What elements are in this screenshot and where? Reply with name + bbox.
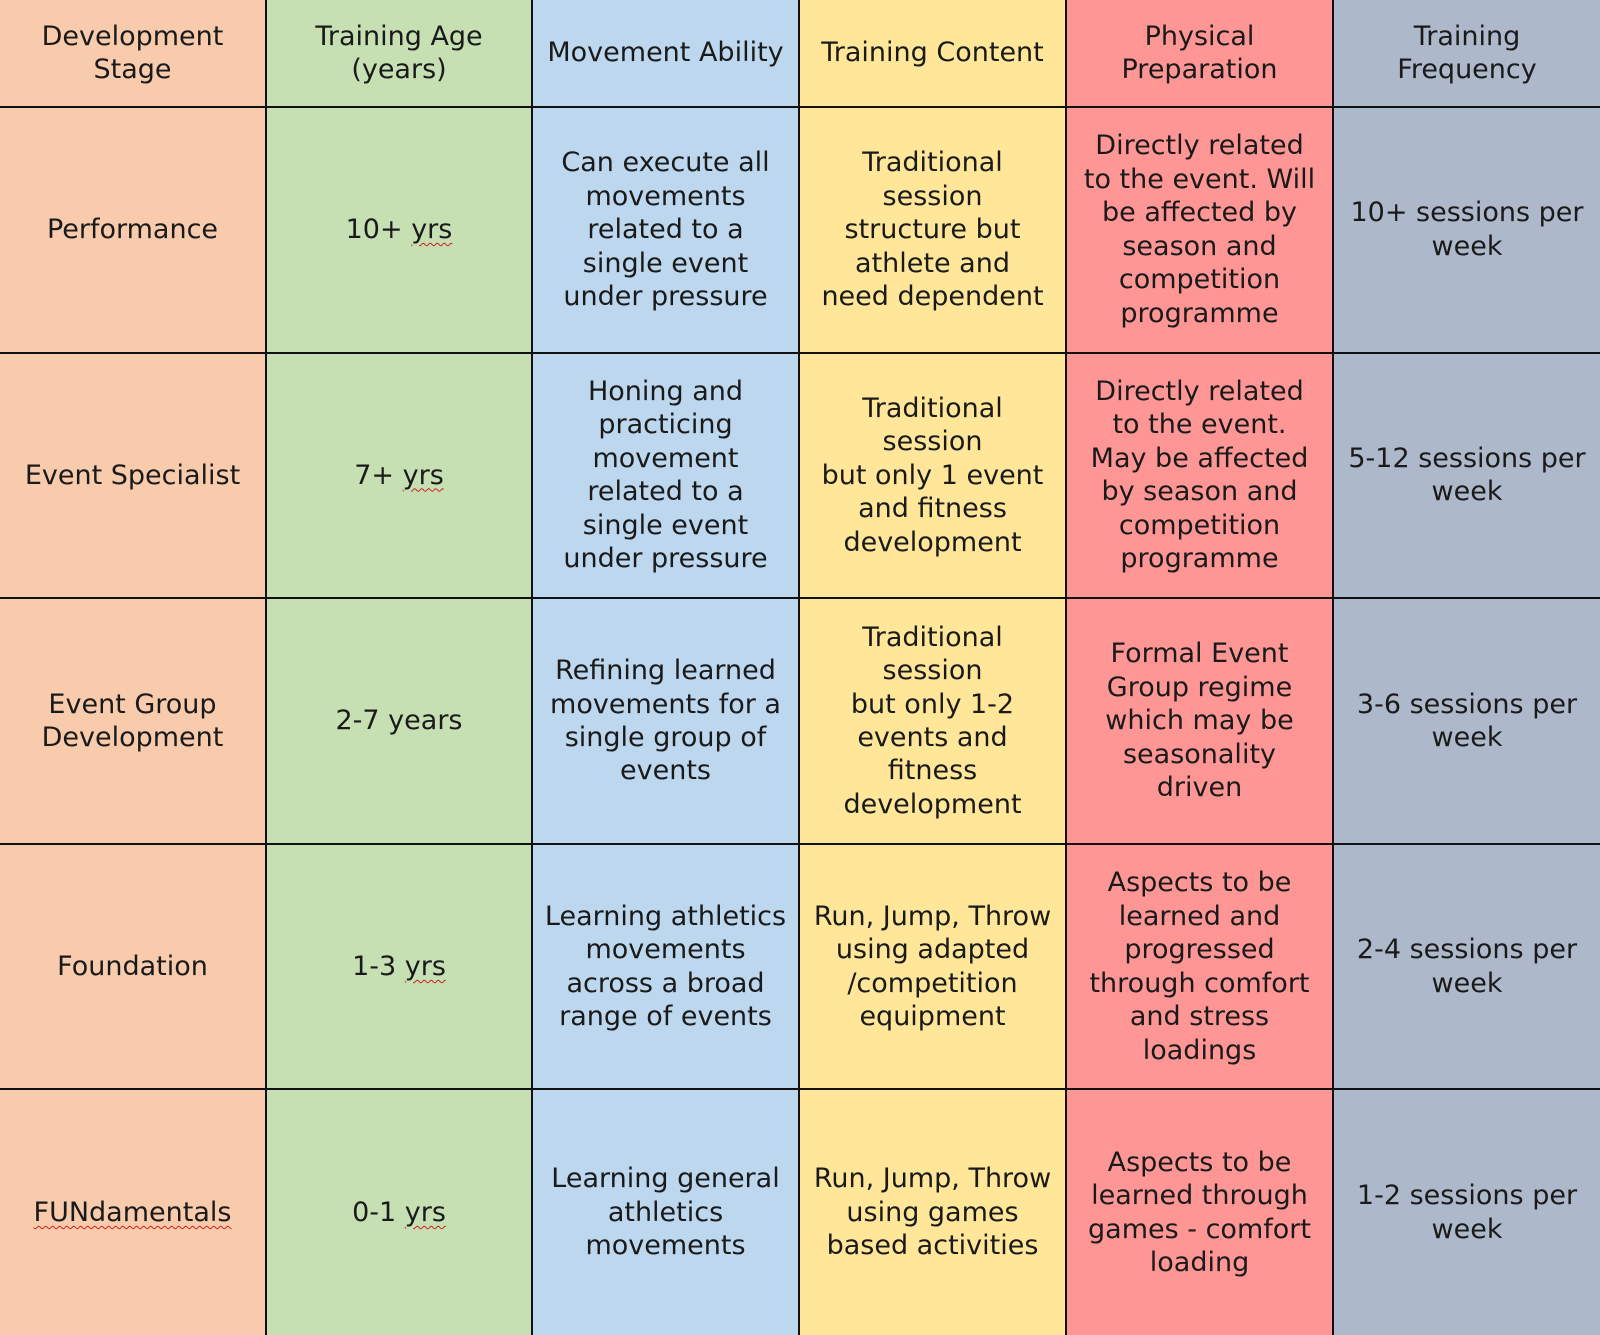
table-row-foundation <box>0 844 1600 1090</box>
cell-training-age <box>266 353 532 599</box>
table-row-fundamentals <box>0 1089 1600 1335</box>
cell-training-content: Run, Jump, Throw using adapted /competition equipment <box>799 844 1066 1090</box>
stage-label: FUNdamentals <box>33 1196 232 1228</box>
cell-physical-preparation: Directly related to the event. Will be affected by season and competition programme <box>1066 107 1333 353</box>
table-row-performance <box>0 107 1600 353</box>
cell-training-frequency: 2-4 sessions per week <box>1333 844 1600 1090</box>
cell-stage: Event Group Development <box>0 598 266 844</box>
cell-stage: Performance <box>0 107 266 353</box>
age-unit: yrs <box>402 459 444 491</box>
header-movement-ability: Movement Ability <box>532 0 799 107</box>
age-number: 2-7 years <box>335 705 463 737</box>
age-unit: yrs <box>404 1196 446 1228</box>
cell-physical-preparation: Formal Event Group regime which may be seasonality driven <box>1066 598 1333 844</box>
header-row <box>0 0 1600 107</box>
cell-physical-preparation: Aspects to be learned and progressed through comfort and stress loadings <box>1066 844 1333 1090</box>
cell-training-age <box>266 1089 532 1335</box>
header-development-stage: Development Stage <box>0 0 266 107</box>
cell-training-content: Traditional session structure but athlete and need dependent <box>799 107 1066 353</box>
header-physical-preparation: Physical Preparation <box>1066 0 1333 107</box>
cell-training-frequency: 5-12 sessions per week <box>1333 353 1600 599</box>
cell-physical-preparation: Aspects to be learned through games - comfort loading <box>1066 1089 1333 1335</box>
table-row-event-specialist <box>0 353 1600 599</box>
cell-stage: Event Specialist <box>0 353 266 599</box>
cell-movement-ability: Can execute all movements related to a single event under pressure <box>532 107 799 353</box>
cell-training-age <box>266 844 532 1090</box>
cell-stage <box>0 1089 266 1335</box>
cell-training-age <box>266 107 532 353</box>
age-unit: yrs <box>411 214 453 246</box>
cell-training-frequency: 1-2 sessions per week <box>1333 1089 1600 1335</box>
cell-training-content: Traditional session but only 1 event and fitness development <box>799 353 1066 599</box>
cell-training-frequency: 10+ sessions per week <box>1333 107 1600 353</box>
cell-movement-ability: Refining learned movements for a single group of events <box>532 598 799 844</box>
cell-training-frequency: 3-6 sessions per week <box>1333 598 1600 844</box>
cell-training-content: Traditional session but only 1-2 events and fitness development <box>799 598 1066 844</box>
age-number: 7+ <box>354 459 395 491</box>
cell-movement-ability: Honing and practicing movement related to a single event under pressure <box>532 353 799 599</box>
age-number: 0-1 <box>352 1196 397 1228</box>
table-row-event-group-development <box>0 598 1600 844</box>
cell-physical-preparation: Directly related to the event. May be affected by season and competition programme <box>1066 353 1333 599</box>
cell-movement-ability: Learning athletics movements across a broad range of events <box>532 844 799 1090</box>
cell-movement-ability: Learning general athletics movements <box>532 1089 799 1335</box>
age-number: 1-3 <box>352 950 397 982</box>
cell-stage: Foundation <box>0 844 266 1090</box>
header-training-content: Training Content <box>799 0 1066 107</box>
cell-training-content: Run, Jump, Throw using games based activities <box>799 1089 1066 1335</box>
cell-training-age <box>266 598 532 844</box>
age-number: 10+ <box>345 214 403 246</box>
age-unit: yrs <box>404 950 446 982</box>
header-training-frequency: Training Frequency <box>1333 0 1600 107</box>
header-training-age: Training Age (years) <box>266 0 532 107</box>
